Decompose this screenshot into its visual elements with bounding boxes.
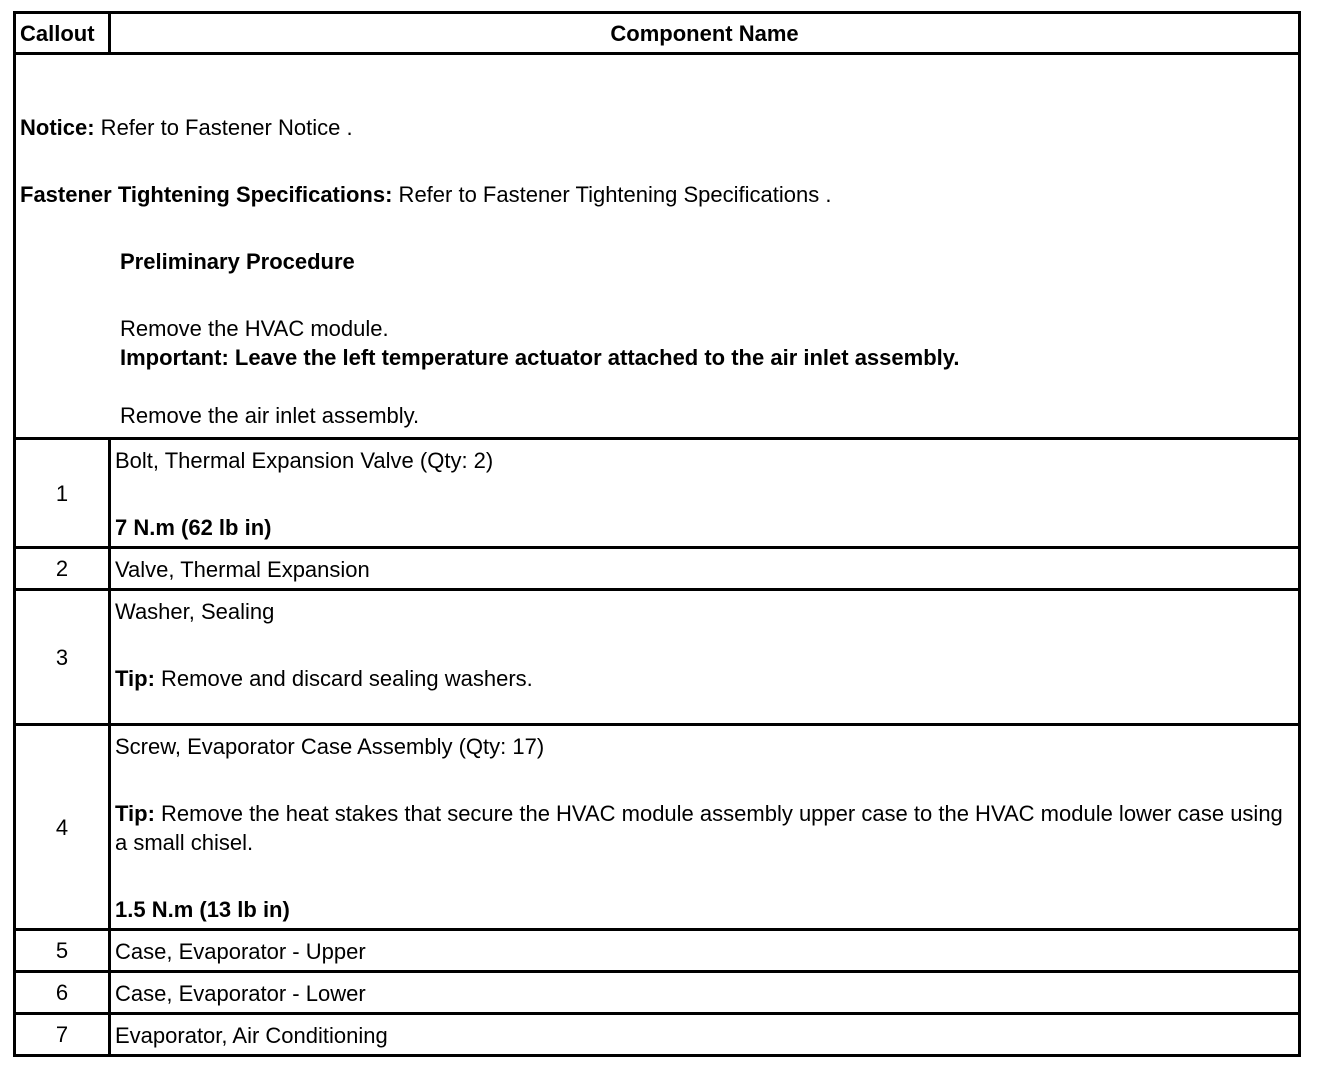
component-name: Bolt, Thermal Expansion Valve (Qty: 2) bbox=[115, 448, 494, 473]
table-header-row bbox=[15, 13, 1300, 54]
notice-label: Notice: bbox=[20, 115, 95, 140]
tip-line bbox=[115, 799, 1294, 857]
callout-cell: 2 bbox=[15, 548, 110, 590]
component-name-column-header: Component Name bbox=[110, 13, 1300, 54]
tip-label: Tip: bbox=[115, 801, 155, 826]
important-note: Important: Leave the left temperature actuator attached to the air inlet assembly. bbox=[120, 345, 960, 370]
spec-label: Fastener Tightening Specifications: bbox=[20, 182, 393, 207]
callout-cell: 5 bbox=[15, 930, 110, 972]
tip-text: Remove and discard sealing washers. bbox=[154, 666, 533, 691]
component-cell bbox=[110, 725, 1300, 930]
notice-text: Refer to Fastener Notice . bbox=[94, 115, 353, 140]
procedure-step-remove-hvac: Remove the HVAC module. bbox=[120, 316, 389, 341]
component-cell bbox=[110, 590, 1300, 725]
component-name: Case, Evaporator - Lower bbox=[115, 981, 366, 1006]
component-name: Case, Evaporator - Upper bbox=[115, 939, 366, 964]
table-row bbox=[15, 548, 1300, 590]
spec-text: Refer to Fastener Tightening Specifications . bbox=[392, 182, 832, 207]
component-name: Valve, Thermal Expansion bbox=[115, 557, 370, 582]
torque-spec: 1.5 N.m (13 lb in) bbox=[115, 897, 290, 922]
callout-cell: 6 bbox=[15, 972, 110, 1014]
component-cell bbox=[110, 548, 1300, 590]
component-name: Washer, Sealing bbox=[115, 599, 275, 624]
callout-cell: 3 bbox=[15, 590, 110, 725]
component-cell bbox=[110, 439, 1300, 548]
tip-text: Remove the heat stakes that secure the HVAC module assembly upper case to the HVAC module lower case using a small chisel. bbox=[115, 801, 1283, 855]
callout-column-header: Callout bbox=[15, 13, 110, 54]
component-name: Screw, Evaporator Case Assembly (Qty: 17) bbox=[115, 734, 545, 759]
procedure-step-remove-air-inlet: Remove the air inlet assembly. bbox=[120, 403, 420, 428]
component-cell bbox=[110, 1014, 1300, 1056]
table-row bbox=[15, 590, 1300, 725]
notice-cell bbox=[15, 54, 1300, 439]
notice-line bbox=[20, 113, 1294, 142]
tip-label: Tip: bbox=[115, 666, 155, 691]
callout-cell: 7 bbox=[15, 1014, 110, 1056]
component-table bbox=[13, 11, 1301, 1057]
table-row bbox=[15, 725, 1300, 930]
table-row bbox=[15, 1014, 1300, 1056]
component-cell bbox=[110, 930, 1300, 972]
component-name: Evaporator, Air Conditioning bbox=[115, 1023, 388, 1048]
preliminary-procedure-title: Preliminary Procedure bbox=[120, 249, 355, 274]
callout-cell: 4 bbox=[15, 725, 110, 930]
component-cell bbox=[110, 972, 1300, 1014]
table-row bbox=[15, 439, 1300, 548]
torque-spec: 7 N.m (62 lb in) bbox=[115, 515, 272, 540]
table-row bbox=[15, 930, 1300, 972]
table-row bbox=[15, 972, 1300, 1014]
spec-line bbox=[20, 180, 1294, 209]
notice-row bbox=[15, 54, 1300, 439]
tip-line bbox=[115, 664, 1294, 693]
callout-cell: 1 bbox=[15, 439, 110, 548]
